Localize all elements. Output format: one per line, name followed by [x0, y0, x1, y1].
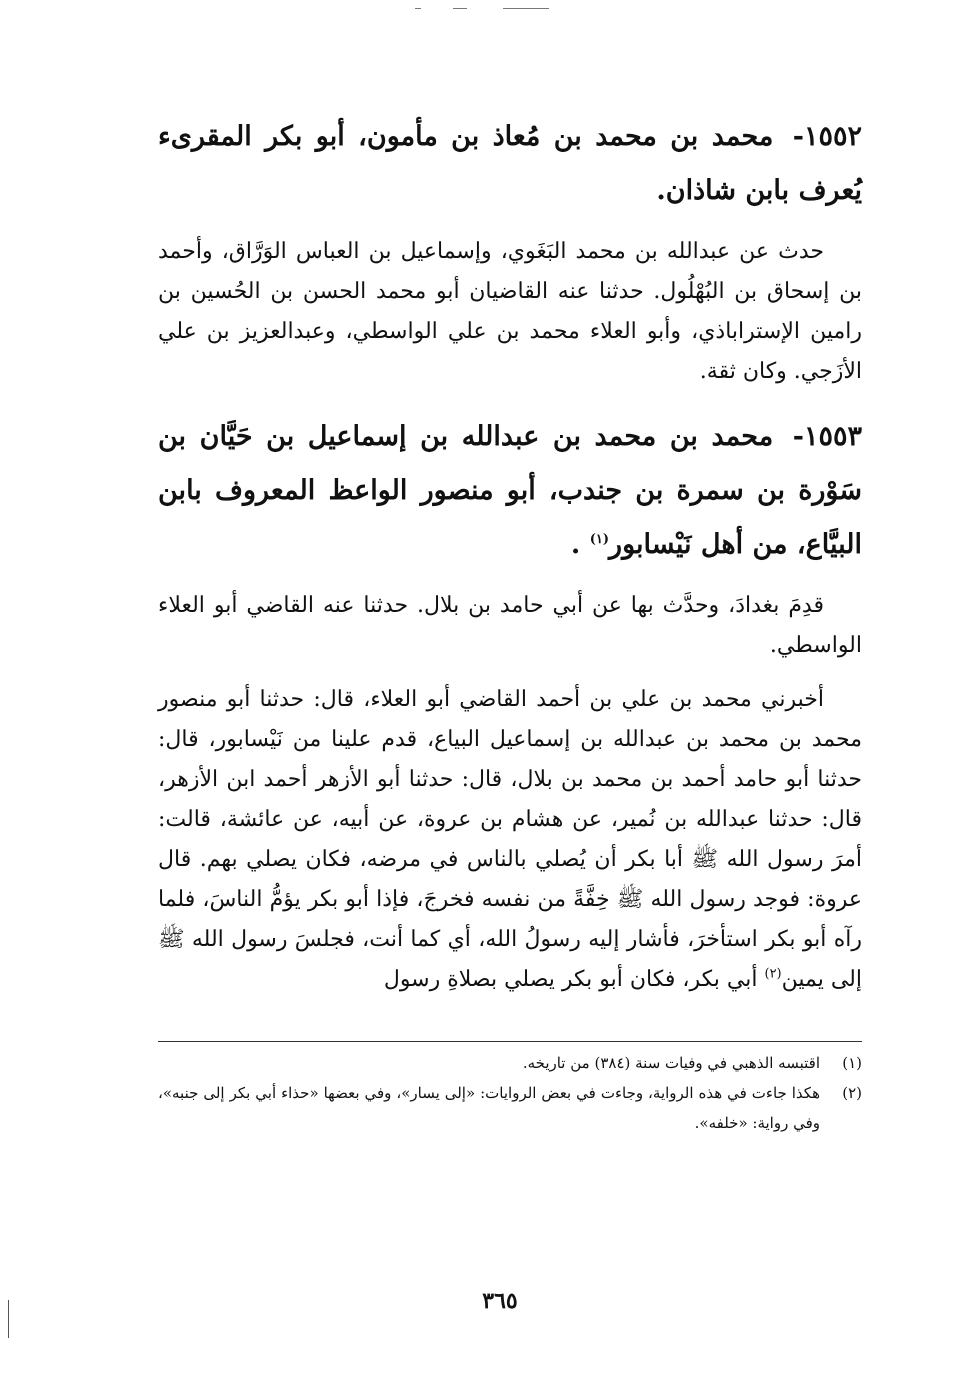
- footnote-marker: (١): [842, 1054, 862, 1072]
- top-edge-marks: [395, 4, 555, 14]
- footnote-item: [158, 1048, 862, 1078]
- page-body: [158, 110, 862, 1000]
- footnote-text: هكذا جاءت في هذه الرواية، وجاءت في بعض الروايات: «إلى يسار»، وفي بعضها «حذاء أبي بكر إلى جنبه»، وفي رواية: «خلفه».: [158, 1084, 820, 1132]
- footnote-marker: (٢): [842, 1084, 862, 1102]
- footnote-ref[interactable]: (٢): [764, 966, 782, 982]
- heading-end: .: [570, 529, 590, 560]
- footnote-ref[interactable]: (١): [589, 532, 610, 547]
- entry-1553: [158, 410, 862, 1000]
- entry-paragraph: حدث عن عبدالله بن محمد البَغَوي، وإسماعيل بن العباس الوَرَّاق، وأحمد بن إسحاق بن البُهْلُول. حدثنا عنه القاضيان أبو محمد الحسن بن الحُسين بن رامين الإستراباذي، وأبو العلاء محمد بن علي الواسطي، وعبدالعزيز بن علي الأزَجي. وكان ثقة.: [158, 239, 862, 384]
- entry-heading-text: محمد بن محمد بن عبدالله بن إسماعيل بن حَيَّان بن سَوْرة بن سمرة بن جندب، أبو منصور الواعظ المعروف بابن البيَّاع، من أهل نَيْسابور: [158, 421, 862, 560]
- entry-1552: [158, 110, 862, 392]
- footnotes: [158, 1048, 862, 1138]
- paragraph-text: أخبرني محمد بن علي بن أحمد القاضي أبو العلاء، قال: حدثنا أبو منصور محمد بن محمد بن عبدالله بن إسماعيل البياع، قدم علينا من نَيْسابور، قال: حدثنا أبو حامد أحمد بن محمد بن بلال، قال: حدثنا أبو الأزهر أحمد ابن الأزهر، قال: حدثنا عبدالله بن نُمير، عن هشام بن عروة، عن أبيه، عن عائشة، قالت: أمرَ رسول الله ﷺ أبا بكر أن يُصلي بالناس في مرضه، فكان يصلي بهم. قال عروة: فوجد رسول الله ﷺ خِفَّةً من نفسه فخرجَ، فإذا أبو بكر يؤمُّ الناسَ، فلما رآه أبو بكر استأخرَ، فأشار إليه رسولُ الله، أي كما أنت، فجلسَ رسول الله ﷺ إلى يمين: [158, 687, 862, 992]
- entry-number: ١٥٥٣-: [792, 421, 862, 452]
- entry-heading: [158, 110, 862, 218]
- entry-heading: [158, 410, 862, 572]
- entry-heading-text: محمد بن محمد بن مُعاذ بن مأمون، أبو بكر المقرىء يُعرف بابن شاذان.: [158, 121, 862, 206]
- footnote-divider: [158, 1041, 862, 1042]
- paragraph-tail: أبي بكر، فكان أبو بكر يصلي بصلاةِ رسول: [383, 967, 765, 992]
- footnote-text: اقتبسه الذهبي في وفيات سنة (٣٨٤) من تاريخه.: [522, 1054, 820, 1072]
- footnote-item: [158, 1078, 862, 1138]
- entry-number: ١٥٥٢-: [792, 121, 862, 152]
- page-number: ٣٦٥: [482, 1288, 518, 1314]
- scan-edge-mark: [8, 1300, 9, 1338]
- entry-paragraph: قدِمَ بغدادَ، وحدَّث بها عن أبي حامد بن بلال. حدثنا عنه القاضي أبو العلاء الواسطي.: [158, 593, 862, 658]
- entry-paragraph: [158, 680, 862, 1000]
